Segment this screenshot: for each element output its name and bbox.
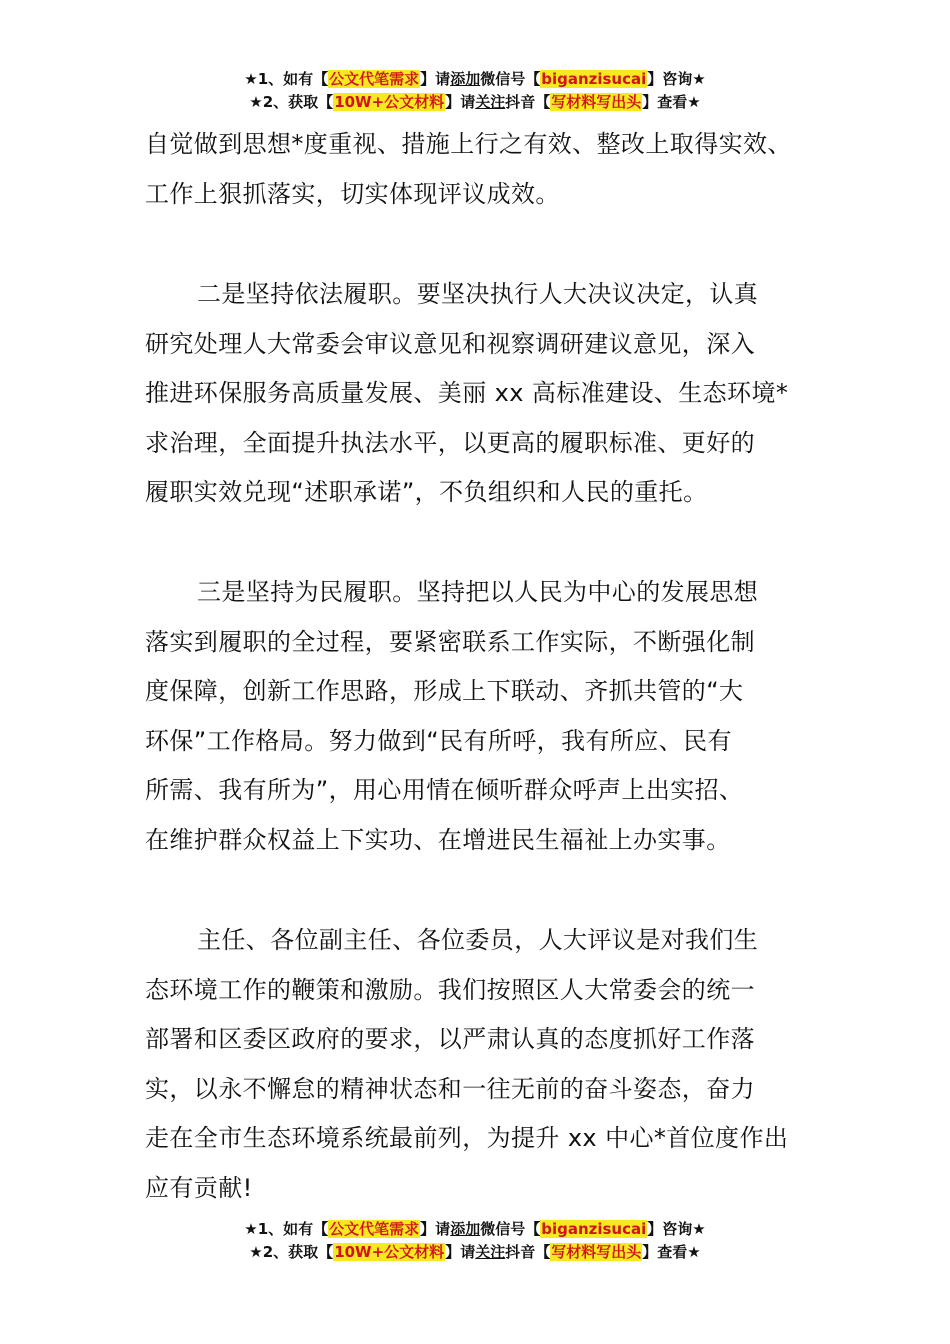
text-line: 推进环保服务高质量发展、美丽 xx 高标准建设、生态环境* [145,379,789,407]
text-line: 求治理，全面提升执法水平，以更高的履职标准、更好的 [145,428,755,457]
text-line: 主任、各位副主任、各位委员，人大评议是对我们生 [197,926,759,954]
text-line: 应有贡献! [145,1173,253,1202]
paragraph-continuation [145,120,813,219]
header-banner [0,68,950,114]
paragraph-closing [145,916,813,1213]
banner-line-1: ★1、如有【公文代笔需求】请添加微信号【biganzisucai】咨询★ [244,70,706,88]
text-line: 在维护群众权益上下实功、在增进民生福祉上办实事。 [145,825,731,854]
text-line: 部署和区委区政府的要求，以严肃认真的态度抓好工作落 [145,1025,755,1053]
text-line: 度保障，创新工作思路，形成上下联动、齐抓共管的“大 [145,677,744,705]
banner-line-1: ★1、如有【公文代笔需求】请添加微信号【biganzisucai】咨询★ [244,1220,706,1238]
underlined-add: 添加 [450,70,481,88]
banner-line-2: ★2、获取【10W+公文材料】请关注抖音【写材料写出头】查看★ [249,1243,701,1261]
text-line: 工作上狠抓落实，切实体现评议成效。 [145,179,560,208]
text-line: 实，以永不懈怠的精神状态和一往无前的奋斗姿态，奋力 [145,1074,755,1103]
text-line: 二是坚持依法履职。要坚决执行人大决议决定，认真 [197,280,759,308]
highlight-douyin-name: 写材料写出头 [551,93,642,111]
text-line: 自觉做到思想*度重视、措施上行之有效、整改上取得实效、 [145,130,792,158]
text-line: 履职实效兑现“述职承诺”，不负组织和人民的重托。 [145,478,708,506]
text-line: 落实到履职的全过程，要紧密联系工作实际，不断强化制 [145,627,755,656]
text-line: 环保”工作格局。努力做到“民有所呼，我有所应、民有 [145,726,732,755]
paragraph-people-duty [145,568,813,865]
footer-banner [0,1218,950,1264]
text-line: 研究处理人大常委会审议意见和视察调研建议意见，深入 [145,329,755,358]
highlight-wechat-id: biganzisucai [541,1220,647,1238]
highlight-service: 公文代笔需求 [329,70,420,88]
highlight-service: 公文代笔需求 [329,1220,420,1238]
underlined-add: 添加 [450,1220,481,1238]
underlined-follow: 关注 [475,93,506,111]
highlight-materials: 10W+公文材料 [334,93,445,111]
paragraph-lawful-duty [145,270,813,518]
banner-line-2: ★2、获取【10W+公文材料】请关注抖音【写材料写出头】查看★ [249,93,701,111]
highlight-wechat-id: biganzisucai [541,70,647,88]
highlight-materials: 10W+公文材料 [334,1243,445,1261]
text-line: 所需、我有所为”，用心用情在倾听群众呼声上出实招、 [145,776,744,804]
underlined-follow: 关注 [475,1243,506,1261]
highlight-douyin-name: 写材料写出头 [551,1243,642,1261]
text-line: 走在全市生态环境系统最前列，为提升 xx 中心*首位度作出 [145,1124,789,1152]
text-line: 态环境工作的鞭策和激励。我们按照区人大常委会的统一 [145,975,755,1004]
text-line: 三是坚持为民履职。坚持把以人民为中心的发展思想 [197,578,759,606]
